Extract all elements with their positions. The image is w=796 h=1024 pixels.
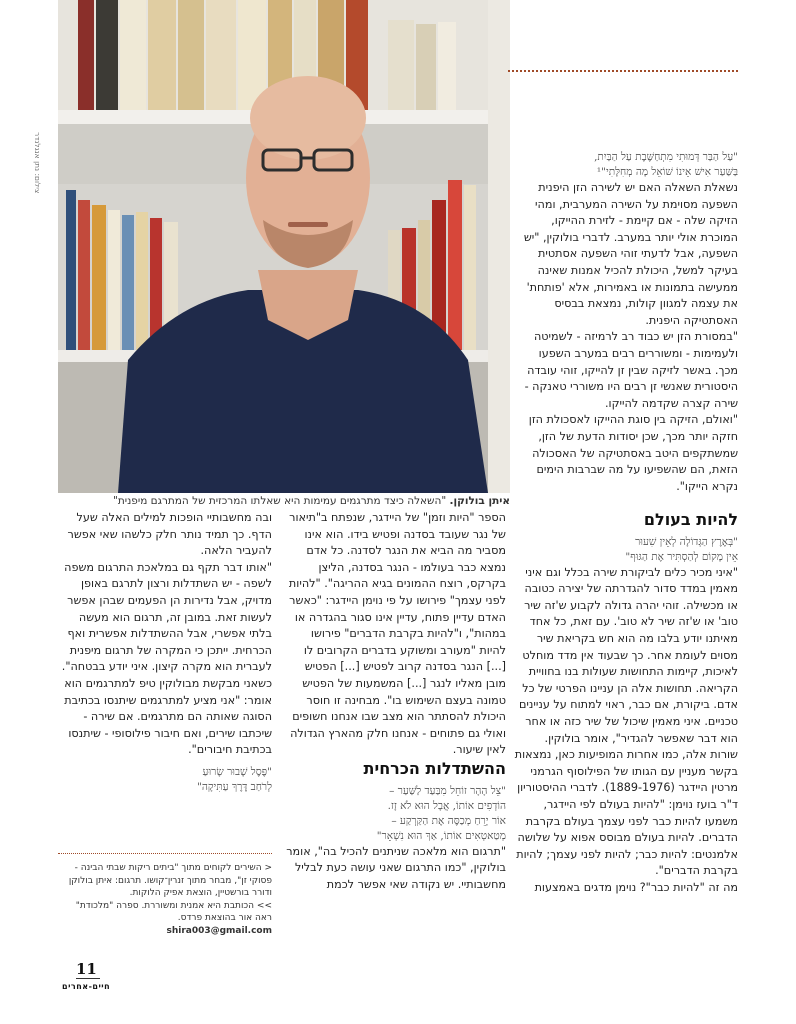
footnote-author: >> הכותבת היא אמנית ומשוררת. ספרה "מלכודת" ראה אור בהוצאת פרדס. (75, 900, 272, 923)
paragraph: שורות אלה, כמו אחרות המופיעות כאן, נמצאות בקשר מעניין עם הגותו של הפילוסוף הגרמני מרטין היידגר (1889-1976). לדברי ההיסטוריון ד"ר בועז נוימן: "להיות בעולם לפי היידגר, משמעו להיות כבר לפני עצמך בעולם בקרבת הדברים. להיות בעולם מבוסס אפוא על שלושה אלמנטים: להיות כבר; להיות לפני עצמך; להיות בקרבת הדברים". (514, 748, 738, 878)
article-column-middle (282, 510, 506, 893)
paragraph: הספר "היות וזמן" של היידגר, שנפתח ב"תיאור של נגר שעובד בסדנה ופטיש בידו. הוא אינו מסביר מה הביא את הנגר לסדנה. כל אדם נמצא כבר בעולמו - הנגר בסדנה, הליצן בקרקס, רוצח ההמונים בגיא ההריגה". "להיות לפני עצמך" פירושו על פי נוימן היידגר: "כאשר האדם עדיין פתוח, עדיין אינו סגור בהגדרה או במהות", ו"להיות בקרבת הדברים" פירושו להיות "מעורב ומשוקע בדברים הקרובים לו [...] הנגר בסדנה קרוב לפטיש [...] הפטיש מובן מאליו לנגר [...] המשמעות של הפטיש טמונה בעצם השימוש בו". מבחינה זו חוסר היכולת להסתתר הוא מצב שבו אנחנו חשופים ואולי גם פתוחים - אנחנו חלק מהארץ הגדולה לאין שיעור. (288, 511, 506, 757)
paragraph: "איני מכיר כלים לביקורת שירה בכלל וגם איני מאמין במדד סדור להגדרתה של יצירה כטובה או מכשילה. זוהי יהרה גדולה לקבוע ש'זה שיר טוב' או ש'זה שיר לא טוב'. עם זאת, כל אחד מאיתנו יודע בלבו מה הוא חש בקריאת שיר מסוים לעומת אחר. כך שבעוד אין מדד מוחלט לאיכות, קיימות התחושות שעולות בנו בחוויית הקריאה. תחושות אלה הן עניינו הפרטי של כל אדם. ביקורת, אם כבר, ראוי למתוח על עניינים טכניים. איני מאמין שיכול של שיר כזה או אחר הוא דבר שאפשר להגדיר", אומר בולוקין. (518, 565, 738, 745)
footnote-sources: < השירים לקוחים מתוך "ביתים ריקות שבתי הבינה - פסוקי זן", מבחר מתוך זנרין־קושו. תרגום: איתן בולוקן ודורר בורשטיין, הוצאת אפיק הלוקות. (68, 863, 272, 898)
poem-line: "צֵל הָהָר זוֹחֵל מִבַּעַד לַשַּׁעַר – (389, 784, 506, 797)
article-column-right-top (514, 150, 738, 495)
poem-line: אֵין מָקוֹם לְהַסְתִּיר אֶת הַגּוּף" (625, 550, 738, 563)
page-number: 11 (76, 960, 97, 978)
section-heading: להיות בעולם (643, 510, 738, 529)
article-column-right (514, 510, 738, 896)
poem-line: הוֹדְפִים אוֹתוֹ, אֲבָל הוּא לֹא זָז. (387, 799, 506, 812)
magazine-name: חיים-אחרים (62, 982, 111, 991)
photo-credit: צילום: נתן אנגלנדר (33, 132, 42, 194)
section-heading: ההשתדלות הכרחית (363, 758, 506, 778)
poem-line: "בְּאֶרֶץ הַגְּדוֹלָה לְאֵין שִׁעוּר (635, 535, 738, 548)
photo-caption (78, 494, 510, 508)
paragraph: נשאלת השאלה האם יש לשירה הזן היפנית השפעה מסוימת על השירה המערבית, ומהי הזיקה שלה - אם קיימת - לזירת ההייקו, המוכרת אולי יותר במערב. לדברי בולוקין, "יש השפעה, אבל לדעתי זוהי השפעה אסתטית בעיקר למשל, היכולת להכיל אמנות שאינה ממעישה בתמונות או באמירות, אלא 'פותחת' את עצמה למגוון קולות, נמצאת בבסיס האסתטיקה היפנית. (523, 181, 738, 327)
paragraph: "אותו דבר תקף גם במלאכת התרגום משפה לשפה - יש השתדלות ורצון לתרגם באופן מדויק, אבל נדירות הן הפעמים שבהן אפשר לעשות זאת. במובן זה, תרגום הוא מעשה בלתי אפשרי, אבל ההשתדלות אפשרית ואף הכרחית. ייתכן כי המקרה של תרגום מיפנית לעברית הוא מקרה קיצון. איני יודע בבטחה". (61, 560, 272, 674)
poem-line: "עַל הַבַּר דְּמוּתִי מִתְחַשֶּׁבֶת עַל הַבַּיִת, (594, 151, 738, 163)
article-column-left (58, 510, 272, 795)
caption-quote: "השאלה כיצד מתרגמים עמימות היא שאלתו המרכזית של המתרגם מיפנית" (113, 495, 450, 507)
poem-line: בַּשַּׁעַר אִישׁ אֵינוֹ שׁוֹאֵל מָה מְחִלָּתִי"¹ (596, 166, 738, 178)
paragraph: מה זה "להיות כבר"? נוימן מדגים באמצעות (534, 880, 738, 894)
portrait-photo (58, 0, 510, 493)
poem-line: "פֶּסֶל שָׁבוּר שָׂרוּעַ (202, 765, 272, 778)
paragraph: "במסורת הזן יש כבוד רב לרמיזה - לשמיטה ולעמימות - ומשוררים רבים במערב השפעו מכך. באשר לזיקה שבין זן להייקו, זוהי עובדה היסטורית שאנשי זן רבים היו משוררי טאנקה - שירה קצרה שקדמה להייקו. (524, 330, 738, 410)
paragraph: "תרגום הוא מלאכה שניתנים להכיל בה", אומר בולוקין, "כמו התרגום שאני עושה כעת לבליל מחשבותיי. יש נקודה שאי אפשר לכמת (286, 844, 506, 891)
portrait-illustration (58, 0, 510, 493)
caption-name: איתן בולוקן. (449, 495, 510, 507)
dotted-divider (508, 70, 738, 72)
paragraph: ובה מחשבותיי הופכות למילים האלה שעל הדף. כך תמיד נותר חלק כלשהו שאי אפשר להעביר הלאה. (67, 511, 272, 558)
poem-line: לְרֹחַב דֶּרֶךְ עַתִּיקָה" (197, 780, 272, 793)
page-number-rule (76, 978, 100, 979)
poem-line: מְטַאטְאִים אוֹתוֹ, אַךְ הוּא נִשְׁאָר" (376, 829, 506, 842)
footnotes (58, 853, 272, 937)
paragraph: כשאני מבקשת מבולוקין טיפ למתרגמים הוא אומר: "אני מציע למתרגמים שיתנסו בכתיבת הסוגה שאותה הם מתרגמים. אם שירה - שיכתבו שירים, ואם חיבור פילוסופי - שיתנסו בכתיבת חיבורים". (64, 676, 272, 757)
paragraph: "ואולם, הזיקה בין סוגת ההייקו לאסכולת הזן חזקה יותר מכך, שכן יסודות הדעת של הזן, שמשתקפים היטב באסתטיקה של האסכולה הזאת, הם שהשפיעו על מה שברבות הימים נקרא הייקו". (528, 413, 738, 493)
poem-line: אוֹר יָרֵחַ מְכַסֶּה אֶת הַקַּרְקַע – (391, 814, 506, 827)
author-email[interactable]: shira003@gmail.com (166, 925, 272, 936)
